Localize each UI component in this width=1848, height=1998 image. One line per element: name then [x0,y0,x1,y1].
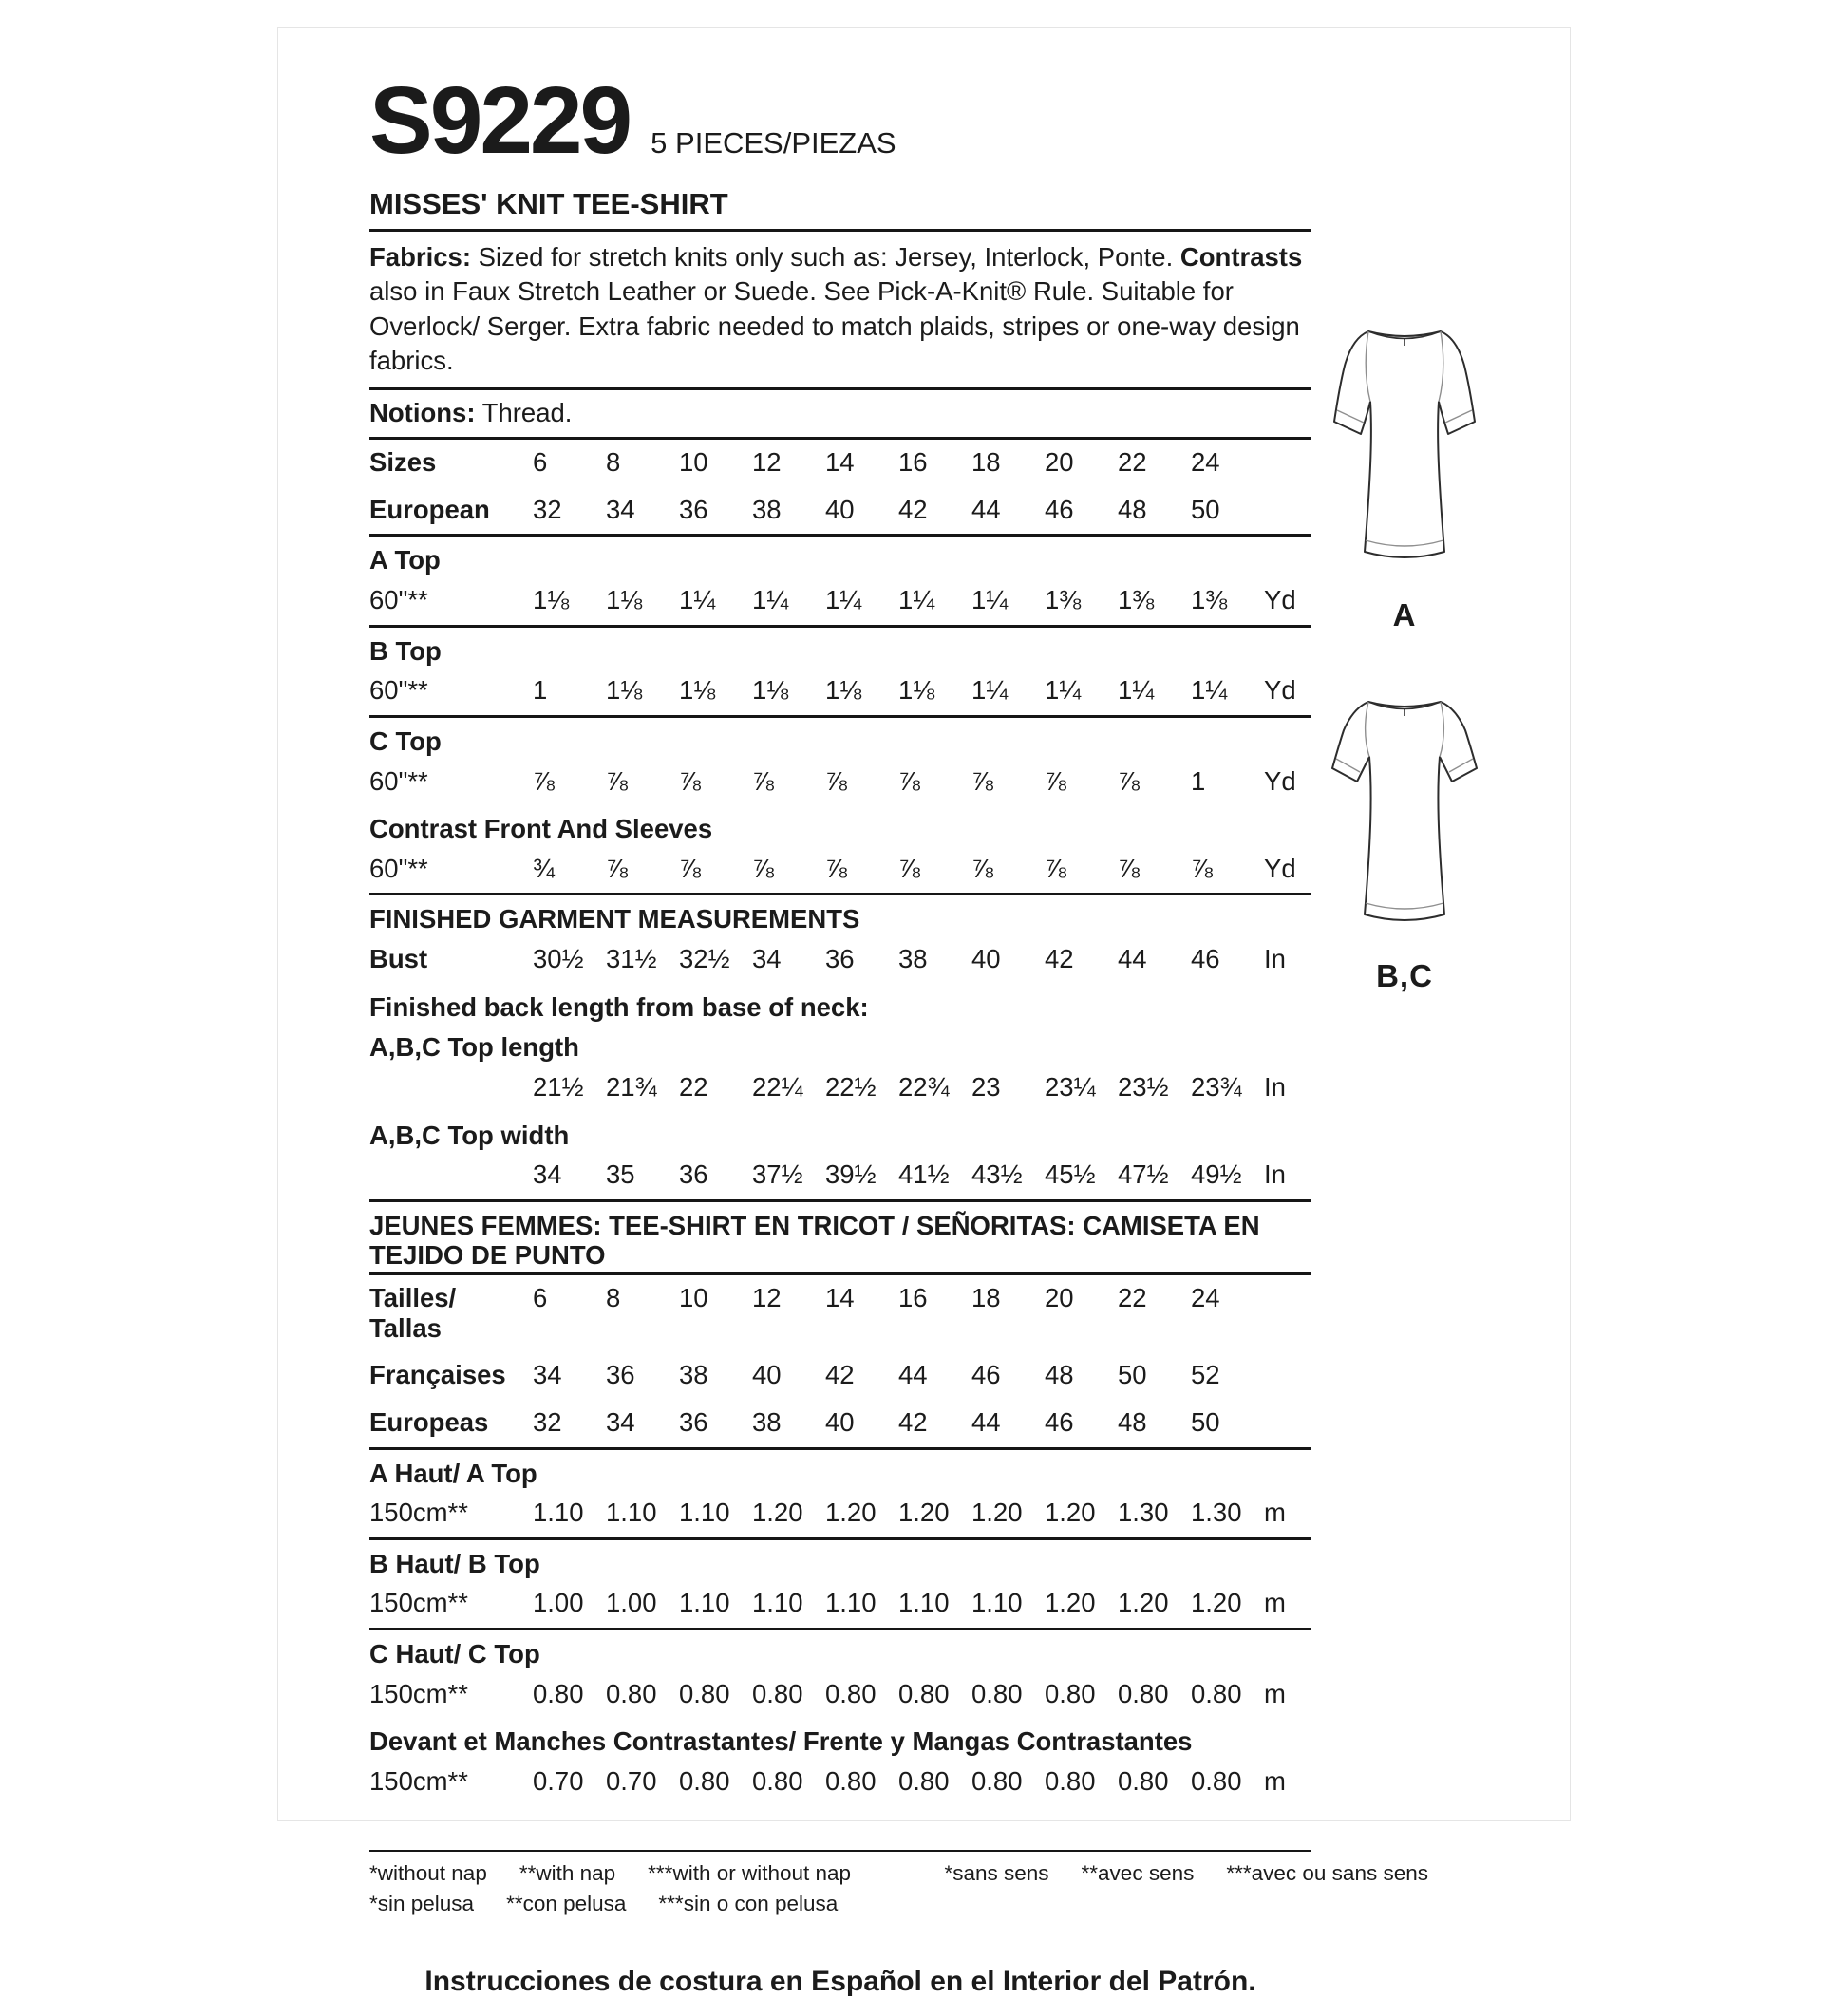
table-row [369,1718,1311,1759]
table-cell-value: 1.10 [679,1498,730,1528]
table-row [369,1450,1311,1491]
table-cell-value: 1.20 [971,1498,1023,1528]
table-cell-value: 46 [1045,494,1074,524]
table-cell-value: 30½ [533,944,584,974]
table-section-label: A,B,C Top length [369,1032,579,1063]
table-cell-value: 46 [971,1360,1001,1390]
footnote-item: **with nap [519,1860,616,1885]
table-row [369,1671,1311,1719]
table-cell-value: 1.10 [606,1498,657,1528]
table-cell-value: ⅞ [679,853,701,883]
table-cell-value: 44 [971,494,1001,524]
table-cell-value: 38 [752,1406,782,1437]
table-cell-value: 42 [825,1360,855,1390]
table-cell-value: 20 [1045,1283,1074,1313]
table-cell-value: 1.20 [898,1498,950,1528]
table-row-label [369,1166,533,1183]
table-cell-value: 6 [533,447,548,478]
footnote-divider [369,1850,1311,1852]
table-cell-value: 50 [1191,1406,1220,1437]
table-cell-value: 0.80 [1191,1765,1242,1796]
table-cell-unit [1264,1290,1311,1307]
table-cell-value: 1 [1191,765,1206,796]
table-section-label: Finished back length from base of neck: [369,991,869,1022]
garment-illustrations [1300,312,1509,1044]
table-cell-value: 52 [1191,1360,1220,1390]
table-cell-value: 0.80 [898,1678,950,1708]
table-row [369,487,1311,537]
table-cell-value: 39½ [825,1159,877,1190]
table-cell-value: 10 [679,447,708,478]
pieces-count: 5 PIECES/PIEZAS [651,126,896,160]
table-cell-unit: m [1264,1678,1286,1708]
table-row [369,1540,1311,1581]
table-cell-unit [1264,1414,1311,1431]
table-cell-value: ⅞ [898,765,920,796]
table-cell-value: 47½ [1118,1159,1169,1190]
table-row [369,537,1311,577]
table-section-label: A Top [369,545,441,575]
fabrics-label: Fabrics: [369,242,471,272]
table-row-label: 150cm** [369,1678,468,1708]
table-cell-value: 18 [971,447,1001,478]
table-row-label: 60"** [369,853,428,883]
table-cell-value: 21¾ [606,1071,657,1102]
table-cell-unit: m [1264,1498,1286,1528]
table-cell-value: 8 [606,447,621,478]
table-cell-value: 1.10 [752,1588,803,1618]
table-row-label: European [369,494,490,524]
table-row [369,805,1311,846]
table-cell-value: 40 [825,494,855,524]
table-row [369,984,1311,1025]
table-cell-value: 0.80 [1191,1678,1242,1708]
table-row-label: Françaises [369,1360,506,1390]
table-cell-value: 44 [898,1360,928,1390]
table-cell-value: 1.10 [679,1588,730,1618]
table-cell-value: 31½ [606,944,657,974]
table-section-label: A,B,C Top width [369,1120,570,1150]
footnote-line-1 [369,1861,1428,1886]
table-cell-value: 16 [898,447,928,478]
table-cell-value: 0.80 [533,1678,584,1708]
table-row [369,628,1311,669]
footnote-group-french [944,1861,1428,1886]
table-cell-value: 38 [679,1360,708,1390]
table-cell-value: 42 [898,494,928,524]
table-cell-value: 42 [898,1406,928,1437]
table-cell-value: ⅞ [1118,853,1140,883]
table-cell-value: 1⅛ [606,675,643,706]
table-cell-value: 0.80 [971,1765,1023,1796]
table-row-label: 60"** [369,585,428,615]
table-cell-value: 23 [971,1071,1001,1102]
table-cell-value: 45½ [1045,1159,1096,1190]
table-cell-value: 1¼ [971,675,1009,706]
garment-title: MISSES' KNIT TEE-SHIRT [369,187,1311,232]
table-section-label: B Top [369,635,442,666]
table-cell-value: 0.80 [679,1765,730,1796]
table-cell-value: 23¾ [1191,1071,1242,1102]
table-row [369,895,1311,936]
table-cell-unit: Yd [1264,585,1296,615]
table-cell-value: 0.80 [606,1678,657,1708]
pattern-number: S9229 [369,67,631,174]
tee-shirt-back-a-illustration [1310,312,1499,588]
table-cell-value: 34 [752,944,782,974]
table-cell-value: 36 [679,494,708,524]
table-cell-value: ¾ [533,853,555,883]
notions-text: Thread. [481,398,573,428]
table-cell-value: ⅞ [1118,765,1140,796]
table-cell-value: 22¼ [752,1071,803,1102]
table-cell-value: 1⅛ [679,675,716,706]
table-cell-value: 0.80 [752,1765,803,1796]
table-cell-value: 12 [752,447,782,478]
table-cell-value: 38 [898,944,928,974]
table-cell-value: 1¼ [752,585,789,615]
table-cell-unit: m [1264,1588,1286,1618]
fabrics-paragraph [369,232,1311,390]
footnote-item: *sans sens [944,1860,1049,1885]
table-cell-value: 1.10 [971,1588,1023,1618]
table-cell-value: 0.70 [606,1765,657,1796]
table-cell-unit: Yd [1264,765,1296,796]
table-cell-value: 1.10 [533,1498,584,1528]
table-cell-value: 1⅛ [898,675,935,706]
table-cell-value: 1.00 [606,1588,657,1618]
table-section-label: C Top [369,726,442,756]
table-cell-value: 0.80 [898,1765,950,1796]
table-cell-value: 1.10 [898,1588,950,1618]
table-cell-value: 1¼ [1045,675,1082,706]
table-row [369,1490,1311,1540]
table-cell-value: 24 [1191,1283,1220,1313]
table-cell-value: 36 [825,944,855,974]
table-cell-value: 22 [1118,447,1147,478]
table-cell-value: 46 [1045,1406,1074,1437]
table-cell-value: 0.80 [1118,1678,1169,1708]
table-cell-value: 1⅛ [533,585,570,615]
table-cell-value: 40 [825,1406,855,1437]
table-cell-value: 1.20 [825,1498,877,1528]
table-cell-value: ⅞ [971,765,993,796]
figure-view-a [1300,312,1509,633]
table-row [369,1759,1311,1806]
figure-label-bc: B,C [1376,958,1433,993]
spanish-instructions-note: Instrucciones de costura en Español en el Interior del Patrón. [424,1965,1256,1997]
table-cell-value: 42 [1045,944,1074,974]
table-cell-value: 23½ [1118,1071,1169,1102]
table-cell-value: 0.80 [825,1678,877,1708]
table-cell-value: 40 [752,1360,782,1390]
table-cell-value: 1⅛ [752,675,789,706]
footnote-item: ***avec ou sans sens [1226,1860,1428,1885]
table-row [369,1065,1311,1112]
table-row [369,668,1311,718]
table-cell-value: 1.30 [1118,1498,1169,1528]
table-row [369,1400,1311,1450]
footnotes [369,1861,1428,1916]
table-cell-value: 1¼ [825,585,862,615]
table-row [369,1112,1311,1153]
table-section-label: JEUNES FEMMES: TEE-SHIRT EN TRICOT / SEÑORITAS: CAMISETA EN TEJIDO DE PUNTO [369,1210,1260,1271]
table-cell-value: 46 [1191,944,1220,974]
table-row [369,1630,1311,1671]
table-cell-value: 32 [533,1406,562,1437]
table-cell-unit: In [1264,1159,1286,1190]
table-cell-value: ⅞ [1045,853,1066,883]
table-cell-value: 36 [679,1406,708,1437]
table-cell-value: ⅞ [1191,853,1213,883]
table-row [369,1202,1311,1275]
table-cell-value: 1⅜ [1191,585,1228,615]
table-cell-value: 34 [533,1159,562,1190]
table-row-label: 150cm** [369,1765,468,1796]
table-cell-value: 1.10 [825,1588,877,1618]
table-cell-value: 10 [679,1283,708,1313]
table-cell-value: 41½ [898,1159,950,1190]
table-cell-value: 37½ [752,1159,803,1190]
table-cell-value: ⅞ [752,853,774,883]
table-cell-value: 34 [606,494,635,524]
footnote-item: *sin pelusa [369,1891,475,1915]
table-cell-value: 1¼ [971,585,1009,615]
table-cell-value: 20 [1045,447,1074,478]
table-cell-value: 35 [606,1159,635,1190]
notions-label: Notions: [369,398,476,428]
table-cell-value: 32½ [679,944,730,974]
table-cell-value: 34 [606,1406,635,1437]
fabrics-text-1: Sized for stretch knits only such as: Jersey, Interlock, Ponte. [478,242,1174,272]
table-cell-value: 0.80 [679,1678,730,1708]
table-cell-value: 40 [971,944,1001,974]
table-cell-value: 44 [971,1406,1001,1437]
table-section-label: C Haut/ C Top [369,1639,540,1669]
table-cell-value: ⅞ [825,853,847,883]
table-cell-value: 0.80 [825,1765,877,1796]
table-cell-value: 1.30 [1191,1498,1242,1528]
table-cell-value: 36 [606,1360,635,1390]
table-cell-value: 16 [898,1283,928,1313]
table-row [369,1352,1311,1400]
table-cell-value: 1¼ [679,585,716,615]
table-row [369,1024,1311,1065]
table-cell-value: 1⅛ [606,585,643,615]
table-row [369,759,1311,806]
table-cell-value: 32 [533,494,562,524]
yardage-size-table [369,440,1311,1805]
table-cell-value: 0.80 [1045,1765,1096,1796]
table-cell-value: 1 [533,675,548,706]
figure-view-bc [1300,683,1509,994]
table-cell-value: 22 [1118,1283,1147,1313]
table-row [369,1580,1311,1630]
table-cell-value: 43½ [971,1159,1023,1190]
table-cell-unit: In [1264,944,1286,974]
footnote-item: **con pelusa [506,1891,627,1915]
footnote-item: ***with or without nap [648,1860,852,1885]
table-cell-value: 1.20 [1118,1588,1169,1618]
table-cell-value: 1⅜ [1045,585,1082,615]
table-cell-value: 23¼ [1045,1071,1096,1102]
table-cell-value: 1.20 [752,1498,803,1528]
table-row-label [369,1079,533,1096]
table-row [369,846,1311,896]
envelope-back-page [277,27,1571,1997]
table-row-label: Bust [369,944,428,974]
table-row [369,440,1311,487]
footnote-item: **avec sens [1081,1860,1195,1885]
table-row-label: Europeas [369,1406,489,1437]
table-cell-value: 1.20 [1191,1588,1242,1618]
fabrics-text-2: also in Faux Stretch Leather or Suede. See Pick-A-Knit® Rule. Suitable for Overlock/ Serger. Extra fabric needed to match plaids, stripes or one-way design fabrics. [369,276,1300,375]
table-cell-value: ⅞ [679,765,701,796]
table-row-label: Tailles/ Tallas [369,1283,457,1343]
table-row-label: 60"** [369,765,428,796]
table-cell-value: 21½ [533,1071,584,1102]
table-cell-value: 44 [1118,944,1147,974]
table-section-label: A Haut/ A Top [369,1458,537,1488]
table-cell-value: 0.80 [1118,1765,1169,1796]
table-cell-value: ⅞ [606,853,628,883]
table-row-label: 150cm** [369,1498,468,1528]
table-row [369,936,1311,984]
table-cell-value: ⅞ [898,853,920,883]
table-cell-value: 22 [679,1071,708,1102]
table-cell-value: 0.80 [971,1678,1023,1708]
table-row-label: Sizes [369,447,437,478]
table-cell-value: 49½ [1191,1159,1242,1190]
table-cell-value: 48 [1118,1406,1147,1437]
fabrics-contrasts-word: Contrasts [1179,242,1303,272]
table-cell-value: 18 [971,1283,1001,1313]
table-cell-value: 8 [606,1283,621,1313]
table-cell-value: 0.80 [752,1678,803,1708]
table-cell-unit: Yd [1264,853,1296,883]
table-cell-value: 50 [1118,1360,1147,1390]
table-cell-unit: m [1264,1765,1286,1796]
table-cell-value: 1⅜ [1118,585,1155,615]
table-cell-value: 0.70 [533,1765,584,1796]
table-cell-value: 22¾ [898,1071,950,1102]
tee-shirt-back-bc-illustration [1310,683,1499,949]
table-section-label: FINISHED GARMENT MEASUREMENTS [369,904,860,934]
table-cell-value: ⅞ [971,853,993,883]
masthead [369,67,1311,174]
table-cell-value: 24 [1191,447,1220,478]
table-row [369,718,1311,759]
main-content-column [369,67,1428,1998]
footnote-item: ***sin o con pelusa [658,1891,839,1915]
table-row-label: 60"** [369,675,428,706]
notions-line [369,390,1311,440]
table-row [369,1275,1311,1352]
table-cell-value: 1.20 [1045,1588,1096,1618]
table-section-label: Contrast Front And Sleeves [369,814,713,844]
table-cell-value: 38 [752,494,782,524]
table-row-label: 150cm** [369,1588,468,1618]
table-cell-value: ⅞ [606,765,628,796]
table-cell-value: 1.00 [533,1588,584,1618]
table-cell-value: 50 [1191,494,1220,524]
table-cell-value: 48 [1045,1360,1074,1390]
table-cell-value: 14 [825,1283,855,1313]
table-cell-value: 1¼ [898,585,935,615]
table-section-label: B Haut/ B Top [369,1548,540,1578]
table-cell-value: ⅞ [825,765,847,796]
footnote-line-2 [369,1892,1428,1916]
table-cell-value: 0.80 [1045,1678,1096,1708]
table-cell-unit: In [1264,1071,1286,1102]
table-row [369,1152,1311,1202]
figure-label-a: A [1392,597,1417,632]
table-cell-value: 22½ [825,1071,877,1102]
table-cell-value: ⅞ [752,765,774,796]
table-cell-value: 12 [752,1283,782,1313]
table-cell-value: ⅞ [1045,765,1066,796]
table-cell-value: 14 [825,447,855,478]
table-cell-value: 1¼ [1118,675,1155,706]
footnote-group-english [369,1861,851,1886]
table-cell-unit: Yd [1264,675,1296,706]
footnote-item: *without nap [369,1860,487,1885]
table-section-label: Devant et Manches Contrastantes/ Frente y Mangas Contrastantes [369,1726,1193,1757]
table-cell-value: 1¼ [1191,675,1228,706]
table-cell-value: 36 [679,1159,708,1190]
table-row [369,577,1311,628]
table-cell-value: 34 [533,1360,562,1390]
table-cell-value: 1⅛ [825,675,862,706]
table-cell-value: 48 [1118,494,1147,524]
table-cell-value: 6 [533,1283,548,1313]
table-cell-value: ⅞ [533,765,555,796]
table-cell-value: 1.20 [1045,1498,1096,1528]
footnote-group-spanish [369,1892,838,1916]
table-cell-unit [1264,1367,1311,1384]
